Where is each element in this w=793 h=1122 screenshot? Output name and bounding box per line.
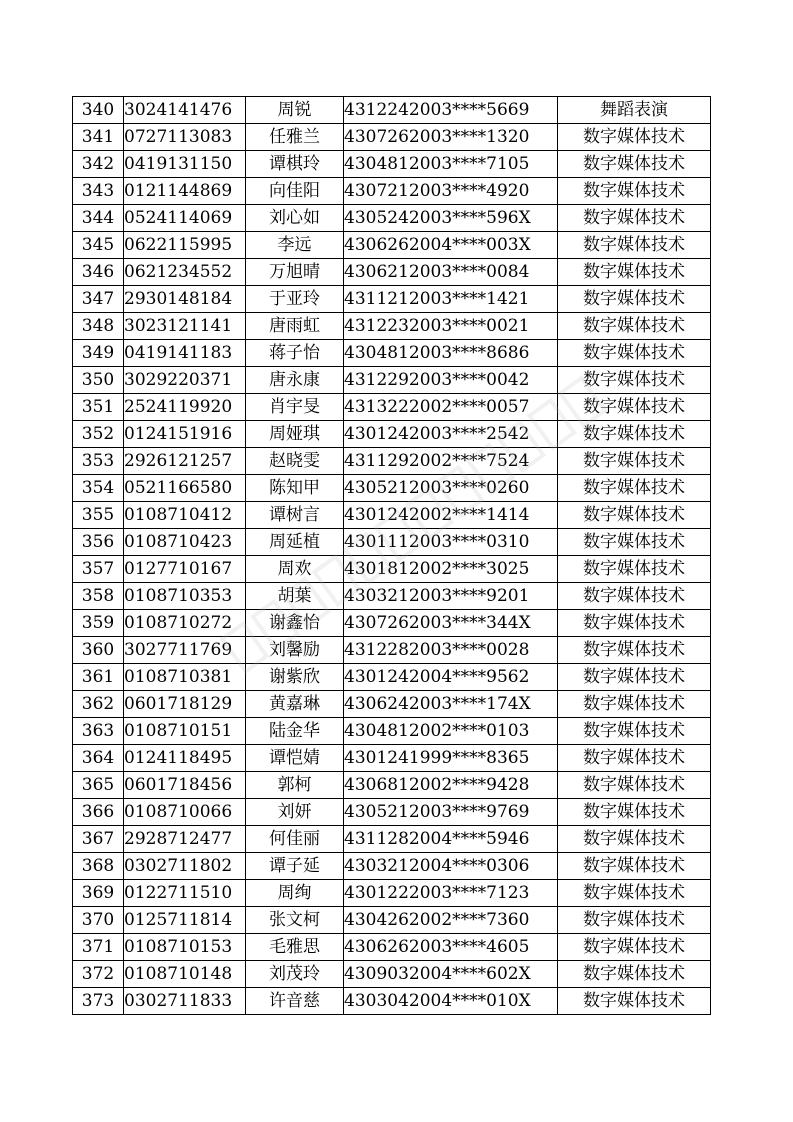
cell-major: 数字媒体技术: [558, 934, 711, 961]
cell-seq-no: 345: [73, 232, 124, 259]
table-row: [73, 475, 711, 502]
cell-seq-no: 364: [73, 745, 124, 772]
cell-id-card: 4311282004****5946: [344, 826, 558, 853]
table-row: [73, 799, 711, 826]
cell-seq-no: 353: [73, 448, 124, 475]
table-row: [73, 313, 711, 340]
cell-student-id: 0108710153: [124, 934, 246, 961]
cell-id-card: 4305212003****9769: [344, 799, 558, 826]
cell-major: 数字媒体技术: [558, 286, 711, 313]
cell-id-card: 4312242003****5669: [344, 97, 558, 124]
cell-major: 数字媒体技术: [558, 691, 711, 718]
cell-seq-no: 365: [73, 772, 124, 799]
cell-major: 数字媒体技术: [558, 799, 711, 826]
table-row: [73, 853, 711, 880]
cell-student-id: 2930148184: [124, 286, 246, 313]
cell-seq-no: 354: [73, 475, 124, 502]
cell-seq-no: 347: [73, 286, 124, 313]
cell-student-id: 0127710167: [124, 556, 246, 583]
cell-seq-no: 352: [73, 421, 124, 448]
cell-student-id: 0524114069: [124, 205, 246, 232]
table-row: [73, 961, 711, 988]
cell-name: 肖宇旻: [246, 394, 344, 421]
cell-name: 胡葉: [246, 583, 344, 610]
cell-name: 郭柯: [246, 772, 344, 799]
cell-id-card: 4312282003****0028: [344, 637, 558, 664]
cell-id-card: 4306812002****9428: [344, 772, 558, 799]
table-row: [73, 637, 711, 664]
table-row: [73, 394, 711, 421]
cell-id-card: 4311212003****1421: [344, 286, 558, 313]
cell-student-id: 0521166580: [124, 475, 246, 502]
cell-major: 数字媒体技术: [558, 556, 711, 583]
cell-major: 数字媒体技术: [558, 178, 711, 205]
cell-id-card: 4303042004****010X: [344, 988, 558, 1015]
cell-student-id: 0621234552: [124, 259, 246, 286]
cell-name: 谭树言: [246, 502, 344, 529]
cell-major: 数字媒体技术: [558, 961, 711, 988]
cell-id-card: 4301812002****3025: [344, 556, 558, 583]
cell-student-id: 2928712477: [124, 826, 246, 853]
cell-name: 万旭晴: [246, 259, 344, 286]
cell-seq-no: 348: [73, 313, 124, 340]
cell-id-card: 4304262002****7360: [344, 907, 558, 934]
cell-name: 刘茂玲: [246, 961, 344, 988]
cell-name: 刘馨励: [246, 637, 344, 664]
table-row: [73, 259, 711, 286]
roster-table: [72, 96, 711, 1015]
cell-seq-no: 371: [73, 934, 124, 961]
cell-name: 李远: [246, 232, 344, 259]
table-row: [73, 448, 711, 475]
table-row: [73, 340, 711, 367]
cell-seq-no: 356: [73, 529, 124, 556]
cell-seq-no: 350: [73, 367, 124, 394]
table-row: [73, 718, 711, 745]
cell-name: 向佳阳: [246, 178, 344, 205]
cell-id-card: 4304812003****8686: [344, 340, 558, 367]
cell-student-id: 3029220371: [124, 367, 246, 394]
table-row: [73, 880, 711, 907]
cell-id-card: 4312292003****0042: [344, 367, 558, 394]
cell-seq-no: 343: [73, 178, 124, 205]
cell-id-card: 4307262003****344X: [344, 610, 558, 637]
cell-major: 数字媒体技术: [558, 313, 711, 340]
cell-student-id: 0108710353: [124, 583, 246, 610]
cell-student-id: 0108710148: [124, 961, 246, 988]
table-row: [73, 529, 711, 556]
cell-student-id: 0108710412: [124, 502, 246, 529]
cell-id-card: 4309032004****602X: [344, 961, 558, 988]
cell-seq-no: 346: [73, 259, 124, 286]
cell-student-id: 3024141476: [124, 97, 246, 124]
table-row: [73, 421, 711, 448]
cell-student-id: 0108710272: [124, 610, 246, 637]
table-row: [73, 124, 711, 151]
cell-id-card: 4301112003****0310: [344, 529, 558, 556]
cell-student-id: 0108710423: [124, 529, 246, 556]
cell-id-card: 4312232003****0021: [344, 313, 558, 340]
cell-seq-no: 351: [73, 394, 124, 421]
table-row: [73, 367, 711, 394]
cell-seq-no: 342: [73, 151, 124, 178]
cell-major: 数字媒体技术: [558, 367, 711, 394]
table-row: [73, 97, 711, 124]
cell-seq-no: 367: [73, 826, 124, 853]
cell-id-card: 4305242003****596X: [344, 205, 558, 232]
cell-student-id: 0601718129: [124, 691, 246, 718]
cell-major: 数字媒体技术: [558, 664, 711, 691]
cell-seq-no: 357: [73, 556, 124, 583]
cell-id-card: 4307212003****4920: [344, 178, 558, 205]
cell-seq-no: 368: [73, 853, 124, 880]
cell-name: 蒋子怡: [246, 340, 344, 367]
cell-name: 陆金华: [246, 718, 344, 745]
cell-name: 刘心如: [246, 205, 344, 232]
cell-name: 陈知甲: [246, 475, 344, 502]
cell-major: 数字媒体技术: [558, 475, 711, 502]
cell-name: 周锐: [246, 97, 344, 124]
table-row: [73, 583, 711, 610]
cell-name: 张文柯: [246, 907, 344, 934]
cell-id-card: 4301222003****7123: [344, 880, 558, 907]
table-row: [73, 988, 711, 1015]
cell-name: 周绚: [246, 880, 344, 907]
cell-student-id: 0622115995: [124, 232, 246, 259]
cell-major: 数字媒体技术: [558, 853, 711, 880]
cell-name: 唐雨虹: [246, 313, 344, 340]
cell-major: 数字媒体技术: [558, 880, 711, 907]
cell-id-card: 4313222002****0057: [344, 394, 558, 421]
cell-major: 数字媒体技术: [558, 907, 711, 934]
cell-id-card: 4305212003****0260: [344, 475, 558, 502]
table-row: [73, 151, 711, 178]
cell-seq-no: 369: [73, 880, 124, 907]
cell-name: 周延植: [246, 529, 344, 556]
table-row: [73, 691, 711, 718]
cell-id-card: 4304812002****0103: [344, 718, 558, 745]
cell-id-card: 4301242002****1414: [344, 502, 558, 529]
cell-seq-no: 362: [73, 691, 124, 718]
cell-name: 谭恺婧: [246, 745, 344, 772]
table-row: [73, 502, 711, 529]
table-row: [73, 232, 711, 259]
cell-id-card: 4311292002****7524: [344, 448, 558, 475]
cell-name: 于亚玲: [246, 286, 344, 313]
cell-student-id: 0302711833: [124, 988, 246, 1015]
cell-name: 毛雅思: [246, 934, 344, 961]
cell-name: 谭子延: [246, 853, 344, 880]
cell-major: 数字媒体技术: [558, 421, 711, 448]
table-row: [73, 664, 711, 691]
table-row: [73, 178, 711, 205]
cell-major: 数字媒体技术: [558, 205, 711, 232]
cell-name: 黄嘉琳: [246, 691, 344, 718]
cell-name: 谭棋玲: [246, 151, 344, 178]
cell-student-id: 3023121141: [124, 313, 246, 340]
cell-major: 数字媒体技术: [558, 583, 711, 610]
cell-seq-no: 373: [73, 988, 124, 1015]
cell-major: 数字媒体技术: [558, 502, 711, 529]
cell-major: 数字媒体技术: [558, 448, 711, 475]
cell-name: 许音慈: [246, 988, 344, 1015]
cell-seq-no: 359: [73, 610, 124, 637]
table-row: [73, 610, 711, 637]
cell-id-card: 4301242004****9562: [344, 664, 558, 691]
cell-seq-no: 363: [73, 718, 124, 745]
cell-id-card: 4306262003****4605: [344, 934, 558, 961]
cell-student-id: 0108710151: [124, 718, 246, 745]
cell-student-id: 0419141183: [124, 340, 246, 367]
cell-major: 数字媒体技术: [558, 610, 711, 637]
table-row: [73, 934, 711, 961]
cell-seq-no: 370: [73, 907, 124, 934]
cell-major: 数字媒体技术: [558, 988, 711, 1015]
cell-seq-no: 361: [73, 664, 124, 691]
cell-major: 舞蹈表演: [558, 97, 711, 124]
cell-major: 数字媒体技术: [558, 826, 711, 853]
cell-major: 数字媒体技术: [558, 718, 711, 745]
cell-id-card: 4303212003****9201: [344, 583, 558, 610]
cell-id-card: 4306242003****174X: [344, 691, 558, 718]
cell-student-id: 0727113083: [124, 124, 246, 151]
cell-id-card: 4304812003****7105: [344, 151, 558, 178]
cell-seq-no: 355: [73, 502, 124, 529]
cell-name: 周娅琪: [246, 421, 344, 448]
table-row: [73, 826, 711, 853]
cell-student-id: 0125711814: [124, 907, 246, 934]
cell-name: 任雅兰: [246, 124, 344, 151]
cell-id-card: 4307262003****1320: [344, 124, 558, 151]
cell-student-id: 0419131150: [124, 151, 246, 178]
cell-major: 数字媒体技术: [558, 340, 711, 367]
cell-major: 数字媒体技术: [558, 745, 711, 772]
cell-name: 刘妍: [246, 799, 344, 826]
cell-id-card: 4301241999****8365: [344, 745, 558, 772]
cell-id-card: 4306212003****0084: [344, 259, 558, 286]
cell-seq-no: 340: [73, 97, 124, 124]
roster-sheet: [72, 96, 711, 1015]
cell-name: 唐永康: [246, 367, 344, 394]
cell-major: 数字媒体技术: [558, 259, 711, 286]
cell-student-id: 0302711802: [124, 853, 246, 880]
cell-seq-no: 341: [73, 124, 124, 151]
cell-name: 谢紫欣: [246, 664, 344, 691]
cell-seq-no: 372: [73, 961, 124, 988]
cell-id-card: 4306262004****003X: [344, 232, 558, 259]
cell-major: 数字媒体技术: [558, 637, 711, 664]
cell-major: 数字媒体技术: [558, 151, 711, 178]
table-row: [73, 745, 711, 772]
table-row: [73, 556, 711, 583]
cell-major: 数字媒体技术: [558, 232, 711, 259]
cell-id-card: 4301242003****2542: [344, 421, 558, 448]
cell-name: 何佳丽: [246, 826, 344, 853]
cell-seq-no: 349: [73, 340, 124, 367]
cell-student-id: 2926121257: [124, 448, 246, 475]
table-row: [73, 907, 711, 934]
cell-student-id: 0601718456: [124, 772, 246, 799]
cell-seq-no: 366: [73, 799, 124, 826]
table-row: [73, 286, 711, 313]
cell-name: 谢鑫怡: [246, 610, 344, 637]
cell-student-id: 0108710381: [124, 664, 246, 691]
cell-student-id: 0124151916: [124, 421, 246, 448]
cell-seq-no: 360: [73, 637, 124, 664]
cell-name: 赵晓雯: [246, 448, 344, 475]
cell-major: 数字媒体技术: [558, 394, 711, 421]
cell-seq-no: 344: [73, 205, 124, 232]
cell-major: 数字媒体技术: [558, 529, 711, 556]
cell-seq-no: 358: [73, 583, 124, 610]
cell-student-id: 0108710066: [124, 799, 246, 826]
table-row: [73, 205, 711, 232]
cell-id-card: 4303212004****0306: [344, 853, 558, 880]
cell-major: 数字媒体技术: [558, 772, 711, 799]
cell-student-id: 0124118495: [124, 745, 246, 772]
table-row: [73, 772, 711, 799]
cell-student-id: 3027711769: [124, 637, 246, 664]
cell-student-id: 0122711510: [124, 880, 246, 907]
cell-major: 数字媒体技术: [558, 124, 711, 151]
cell-student-id: 0121144869: [124, 178, 246, 205]
cell-student-id: 2524119920: [124, 394, 246, 421]
cell-name: 周欢: [246, 556, 344, 583]
roster-table-body: [73, 97, 711, 1015]
